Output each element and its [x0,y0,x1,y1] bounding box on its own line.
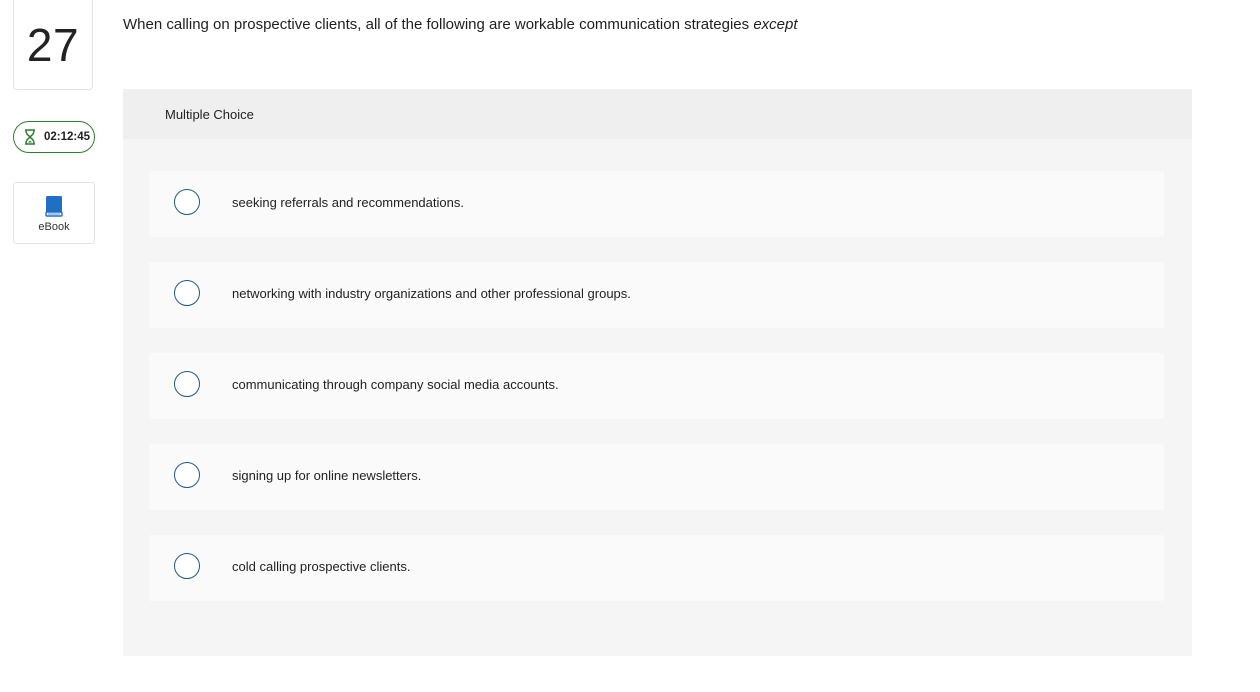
timer[interactable] [13,121,95,153]
choice-label: cold calling prospective clients. [232,559,411,574]
question-number-box [13,0,93,90]
choice-label: signing up for online newsletters. [232,468,422,483]
question-emphasis: except [753,16,798,33]
panel-header [123,89,1192,139]
choice-option[interactable] [149,444,1164,510]
timer-value: 02:12:45 [44,131,91,143]
question-prompt [123,16,1193,33]
choice-label: networking with industry organizations and other professional groups. [232,286,631,301]
radio-button[interactable] [174,462,200,488]
choice-option[interactable] [149,353,1164,419]
radio-button[interactable] [174,371,200,397]
radio-button[interactable] [174,553,200,579]
ebook-label: eBook [38,221,70,233]
multiple-choice-panel [123,89,1192,656]
choice-label: communicating through company social media accounts. [232,377,559,392]
radio-button[interactable] [174,280,200,306]
panel-title: Multiple Choice [165,106,254,122]
choice-option[interactable] [149,171,1164,237]
hourglass-icon [23,129,37,145]
radio-button[interactable] [174,189,200,215]
choice-option[interactable] [149,535,1164,601]
question-number: 27 [26,18,80,71]
question-text: When calling on prospective clients, all of the following are workable communication strategies [123,16,754,33]
ebook-button[interactable] [13,182,95,244]
book-icon [45,195,63,217]
choice-option[interactable] [149,262,1164,328]
choice-label: seeking referrals and recommendations. [232,195,464,210]
